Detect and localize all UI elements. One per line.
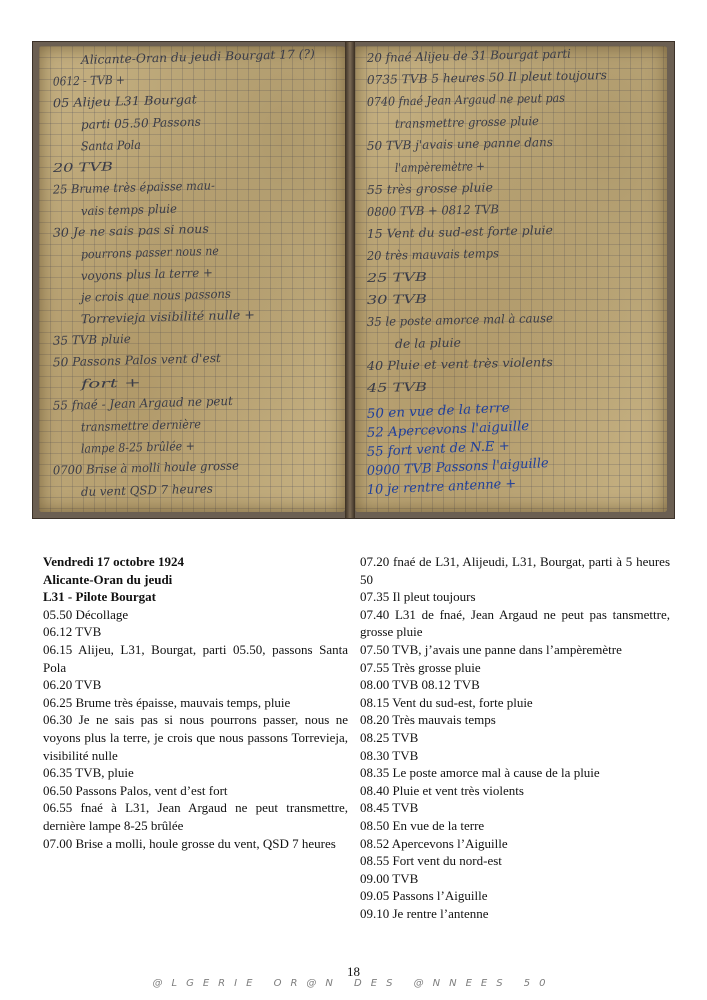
handwritten-line: 45 TVB [366, 380, 412, 395]
handwritten-line: 05 Alijeu L31 Bourgat [52, 92, 188, 111]
handwritten-line: 20 TVB [52, 159, 98, 175]
notebook-spine [345, 42, 355, 518]
transcript-right-entry: 08.50 En vue de la terre [360, 817, 485, 833]
handwritten-line: 0900 TVB Passons l'aiguille [366, 456, 549, 479]
transcript-right-entry: 07.40 L31 de fnaé, Jean Argaud ne peut pas tansmettre, grosse pluie [360, 606, 670, 640]
handwritten-line: 20 fnaé Alijeu de 31 Bourgat parti [366, 46, 575, 65]
handwritten-line: transmettre grosse pluie [394, 113, 546, 131]
handwritten-line: transmettre dernière [80, 416, 210, 435]
transcript-right-entry: 08.15 Vent du sud-est, forte pluie [360, 694, 533, 710]
transcript-left-column [43, 553, 348, 852]
handwritten-line: 55 fnaé - Jean Argaud ne peut [52, 393, 236, 413]
handwritten-line: 50 Passons Palos vent d'est [52, 351, 220, 370]
handwritten-line: 55 fort vent de N.E + [366, 438, 509, 460]
transcript-right-entry: 08.30 TVB [360, 747, 419, 763]
transcript-right-entry: 09.05 Passons l’Aiguille [360, 888, 488, 904]
handwritten-line: 50 en vue de la terre [366, 401, 505, 422]
transcript-right-entry: 08.00 TVB 08.12 TVB [360, 677, 480, 693]
handwritten-line: 35 le poste amorce mal à cause [366, 310, 559, 329]
handwritten-line: 0800 TVB + 0812 TVB [366, 202, 505, 219]
transcript-right-column [360, 553, 670, 922]
transcript-left-entry: 06.15 Alijeu, L31, Bourgat, parti 05.50, passons Santa Pola [43, 641, 348, 675]
transcript-right-entry: 08.52 Apercevons l’Aiguille [360, 835, 508, 851]
handwritten-line: 55 très grosse pluie [366, 180, 488, 197]
handwritten-line: vais temps pluie [80, 201, 180, 219]
notebook-right-page [355, 46, 667, 512]
handwritten-line: voyons plus la terre + [80, 265, 216, 283]
handwritten-line: 0735 TVB 5 heures 50 Il pleut toujours [366, 68, 605, 87]
notebook-photo [33, 42, 674, 518]
transcript-left-entry: 06.25 Brume très épaisse, mauvais temps, pluie [43, 694, 291, 710]
transcript-right-entry: 07.20 fnaé de L31, Alijeudi, L31, Bourgat, parti à 5 heures 50 [360, 554, 670, 587]
transcript-left-entry: 06.55 fnaé à L31, Jean Argaud ne peut transmettre, dernière lampe 8-25 brûlée [43, 800, 348, 833]
handwritten-line: Santa Pola [80, 137, 146, 154]
transcript-left-entry: 06.12 TVB [43, 624, 102, 640]
handwritten-line: parti 05.50 Passons [80, 114, 201, 132]
transcript-right-entry: 08.20 Très mauvais temps [360, 712, 496, 728]
transcript-left-entry: 05.50 Décollage [43, 606, 129, 622]
handwritten-line: 0740 fnaé Jean Argaud ne peut pas [366, 90, 582, 109]
handwritten-line: 40 Pluie et vent très violents [366, 355, 542, 373]
right-page-handwriting [355, 46, 667, 512]
handwritten-line: 25 Brume très épaisse mau- [52, 178, 224, 197]
transcript-right-entry: 09.00 TVB [360, 870, 419, 886]
transcript-left-entries [43, 606, 348, 852]
handwritten-line: 50 TVB j'avais une panne dans [366, 135, 554, 153]
transcript-right-entry: 07.35 Il pleut toujours [360, 589, 476, 605]
transcript-right-entries [360, 553, 670, 922]
handwritten-line: 0700 Brise à molli houle grosse [52, 458, 246, 478]
handwritten-line: lampe 8-25 brûlée + [80, 438, 206, 456]
transcript-right-entry: 07.50 TVB, j’avais une panne dans l’ampèremètre [360, 641, 622, 657]
handwritten-line: 35 TVB pluie [52, 331, 132, 348]
transcript-left-entry: 06.30 Je ne sais pas si nous pourrons passer, nous ne voyons plus la terre, je crois que nous passons Torrevieja, visibilité nulle [43, 712, 348, 763]
handwritten-line: 30 Je ne sais pas si nous [52, 221, 202, 240]
handwritten-line: 52 Apercevons l'aiguille [366, 419, 526, 441]
transcript-left-entry: 06.50 Passons Palos, vent d’est fort [43, 782, 228, 798]
notebook-left-page [39, 46, 345, 512]
transcript-left-entry: 07.00 Brise a molli, houle grosse du vent, QSD 7 heures [43, 835, 336, 851]
transcript-right-entry: 08.35 Le poste amorce mal à cause de la pluie [360, 765, 600, 781]
handwritten-line: de la pluie [394, 335, 459, 351]
handwritten-line: Alicante-Oran du jeudi Bourgat 17 (?) [80, 47, 311, 67]
transcript-pilot: L31 - Pilote Bourgat [43, 589, 157, 605]
transcript-right-entry: 09.10 Je rentre l’antenne [360, 905, 489, 921]
handwritten-line: 20 très mauvais temps [366, 246, 505, 263]
left-page-handwriting [39, 46, 345, 512]
transcript-left-entry: 06.20 TVB [43, 677, 102, 693]
transcript-right-entry: 07.55 Très grosse pluie [360, 659, 481, 675]
handwritten-line: du vent QSD 7 heures [80, 481, 216, 499]
handwritten-line: pourrons passer nous ne [80, 243, 232, 262]
page-footer: @LGERIE OR@N DES @NNEES 50 [152, 978, 555, 989]
transcript-right-entry: 08.45 TVB [360, 800, 419, 816]
transcript-route: Alicante-Oran du jeudi [43, 571, 173, 587]
transcript-left-entry: 06.35 TVB, pluie [43, 765, 134, 781]
handwritten-line: 10 je rentre antenne + [366, 476, 518, 498]
handwritten-line: je crois que nous passons [80, 286, 237, 305]
handwritten-line: 15 Vent du sud-est forte pluie [366, 223, 548, 241]
handwritten-line: l'ampèremètre + [394, 158, 499, 175]
page-number: 18 [347, 964, 360, 979]
handwritten-line: 0612 - TVB + [52, 72, 135, 89]
handwritten-line: 30 TVB [366, 292, 412, 307]
transcript-right-entry: 08.25 TVB [360, 729, 419, 745]
transcript-right-entry: 08.40 Pluie et vent très violents [360, 782, 524, 798]
transcript-date: Vendredi 17 octobre 1924 [43, 554, 184, 569]
transcript-right-entry: 08.55 Fort vent du nord-est [360, 853, 502, 869]
handwritten-line: Torrevieja visibilité nulle + [80, 307, 246, 327]
handwritten-line: 25 TVB [366, 270, 412, 285]
handwritten-line: fort + [80, 376, 118, 391]
